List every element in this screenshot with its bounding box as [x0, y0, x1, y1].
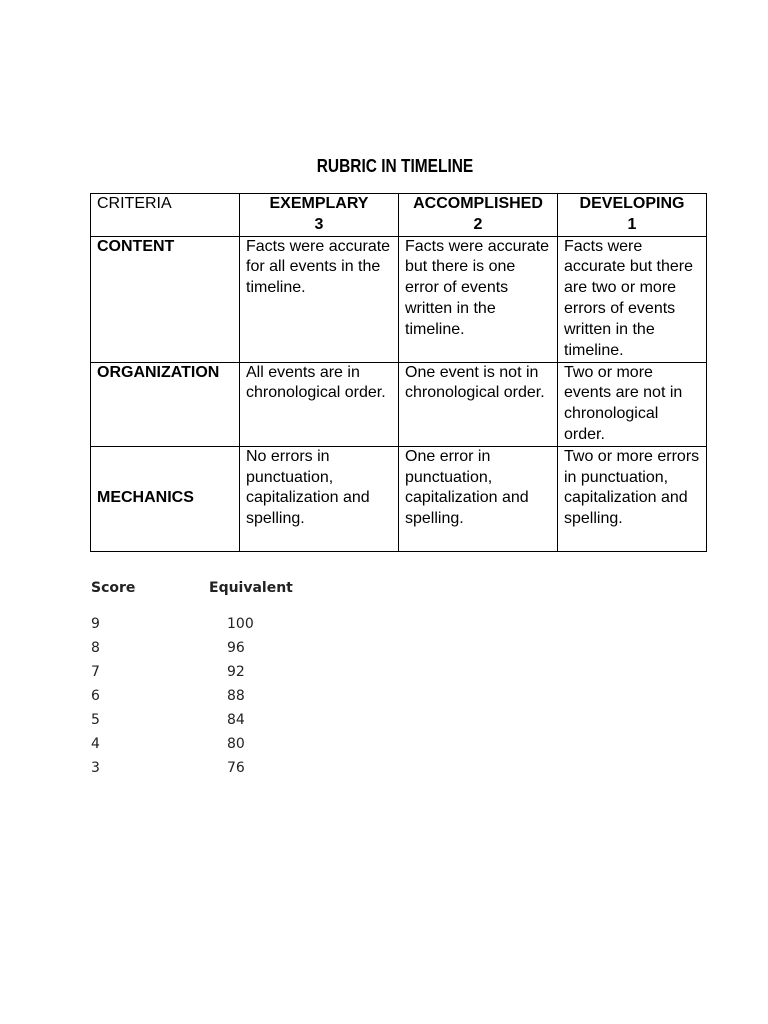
level-header-accomplished — [399, 194, 558, 237]
equivalent-value: 92 — [227, 664, 245, 680]
rubric-row-mechanics — [91, 446, 707, 551]
score-row — [91, 688, 391, 712]
level-name: EXEMPLARY — [269, 195, 369, 212]
level-name: ACCOMPLISHED — [413, 195, 543, 212]
score-row — [91, 760, 391, 784]
equivalent-value: 76 — [227, 760, 245, 776]
score-value: 9 — [91, 616, 100, 632]
rubric-cell: Facts were accurate but there is one error of events written in the timeline. — [399, 236, 558, 362]
criteria-header: CRITERIA — [91, 194, 240, 237]
score-row — [91, 712, 391, 736]
rubric-cell: One event is not in chronological order. — [399, 362, 558, 446]
criterion-label: ORGANIZATION — [91, 362, 240, 446]
rubric-cell: Facts were accurate but there are two or more errors of events written in the timeline. — [558, 236, 707, 362]
score-row — [91, 616, 391, 640]
criterion-label: MECHANICS — [91, 446, 240, 551]
score-row — [91, 736, 391, 760]
equivalent-value: 100 — [227, 616, 254, 632]
level-points: 3 — [314, 215, 324, 233]
rubric-row-content — [91, 236, 707, 362]
rubric-row-organization — [91, 362, 707, 446]
score-header: Score — [91, 580, 136, 596]
score-value: 8 — [91, 640, 100, 656]
level-points: 2 — [473, 215, 483, 233]
equivalent-value: 80 — [227, 736, 245, 752]
rubric-cell: Two or more errors in punctuation, capitalization and spelling. — [558, 446, 707, 551]
rubric-cell: All events are in chronological order. — [240, 362, 399, 446]
score-value: 3 — [91, 760, 100, 776]
page-title: RUBRIC IN TIMELINE — [316, 156, 474, 176]
rubric-table — [90, 193, 707, 552]
rubric-cell: One error in punctuation, capitalization and spelling. — [399, 446, 558, 551]
rubric-cell: Two or more events are not in chronological order. — [558, 362, 707, 446]
score-value: 5 — [91, 712, 100, 728]
equivalent-value: 84 — [227, 712, 245, 728]
equivalent-value: 88 — [227, 688, 245, 704]
criterion-label: CONTENT — [91, 236, 240, 362]
rubric-cell: No errors in punctuation, capitalization and spelling. — [240, 446, 399, 551]
equivalent-value: 96 — [227, 640, 245, 656]
equivalent-header: Equivalent — [209, 580, 293, 596]
score-row — [91, 640, 391, 664]
score-value: 4 — [91, 736, 100, 752]
score-rows — [91, 616, 391, 784]
level-header-exemplary — [240, 194, 399, 237]
score-row — [91, 664, 391, 688]
level-header-developing — [558, 194, 707, 237]
level-name: DEVELOPING — [579, 195, 685, 212]
score-value: 6 — [91, 688, 100, 704]
level-points: 1 — [627, 215, 637, 233]
rubric-header-row — [91, 194, 707, 237]
score-value: 7 — [91, 664, 100, 680]
rubric-cell: Facts were accurate for all events in the timeline. — [240, 236, 399, 362]
